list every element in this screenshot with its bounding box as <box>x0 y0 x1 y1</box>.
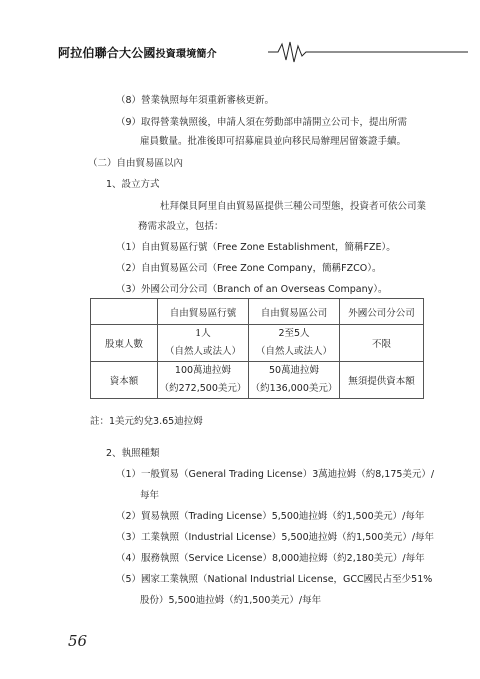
table-row <box>91 362 424 399</box>
cell-note: （自然人或法人） <box>164 346 241 357</box>
cell-note: （自然人或法人） <box>255 346 332 357</box>
table-cell: 無須提供資本額 <box>340 362 424 399</box>
cell-note: （約136,000美元） <box>250 383 338 394</box>
cell-value: 1人 <box>195 328 211 339</box>
row-label-capital: 資本額 <box>91 362 158 399</box>
option-2: （2）自由貿易區公司（Free Zone Company，簡稱FZCO）。 <box>116 263 382 274</box>
table-cell <box>158 325 249 362</box>
option-1: （1）自由貿易區行號（Free Zone Establishment，簡稱FZE）。 <box>116 242 396 253</box>
header-title <box>58 44 217 61</box>
license-1-line2: 每年 <box>140 490 160 501</box>
item-8: （8）營業執照每年須重新審核更新。 <box>116 95 275 106</box>
item-9-line2: 雇員數量。批准後即可招募雇員並向移民局辦理居留簽證手續。 <box>140 136 407 147</box>
header-title-main: 阿拉伯聯合大公國 <box>58 46 156 60</box>
table-cell: 不限 <box>340 325 424 362</box>
table-cell <box>249 325 340 362</box>
license-1-line1: （1）一般貿易（General Trading License）3萬迪拉姆（約8,175美元）/ <box>116 469 435 480</box>
item-9-line1: （9）取得營業執照後，申請人須在勞動部申請開立公司卡，提出所需 <box>116 117 408 128</box>
license-4: （4）服務執照（Service License）8,000迪拉姆（約2,180美元）/每年 <box>116 553 425 564</box>
table-header-fze: 自由貿易區行號 <box>158 299 249 325</box>
table-header-row <box>91 299 424 325</box>
license-3: （3）工業執照（Industrial License）5,500迪拉姆（約1,500美元）/每年 <box>116 532 435 543</box>
header-title-sub: 投資環境簡介 <box>155 49 217 60</box>
cell-value: 2至5人 <box>278 328 310 339</box>
table-cell <box>158 362 249 399</box>
paragraph-line2: 務需求設立，包括： <box>138 221 224 232</box>
subheading-setup-method: 1、設立方式 <box>106 179 160 190</box>
paragraph-line1: 杜拜傑貝阿里自由貿易區提供三種公司型態，投資者可依公司業 <box>160 201 427 212</box>
license-5-line1: （5）國家工業執照（National Industrial License，GCC國民占至少51% <box>116 574 433 585</box>
table-header-empty <box>91 299 158 325</box>
subheading-license-types: 2、執照種類 <box>106 448 160 459</box>
heartbeat-line-decoration <box>268 40 468 64</box>
table-row <box>91 325 424 362</box>
license-2: （2）貿易執照（Trading License）5,500迪拉姆（約1,500美元）/每年 <box>116 511 425 522</box>
page-number: 56 <box>68 632 88 650</box>
section-heading-free-zone: （二）自由貿易區以內 <box>88 158 184 169</box>
cell-value: 100萬迪拉姆 <box>174 365 232 376</box>
running-header <box>58 40 428 64</box>
table-header-fzco: 自由貿易區公司 <box>249 299 340 325</box>
option-3: （3）外國公司分公司（Branch of an Overseas Company）。 <box>116 284 388 295</box>
footnote-exchange-rate: 註：1美元約兌3.65迪拉姆 <box>90 416 203 427</box>
table-cell <box>249 362 340 399</box>
company-type-table <box>90 298 424 399</box>
license-5-line2: 股份）5,500迪拉姆（約1,500美元）/每年 <box>140 595 322 606</box>
row-label-shareholders: 股東人數 <box>91 325 158 362</box>
cell-note: （約272,500美元） <box>159 383 247 394</box>
cell-value: 50萬迪拉姆 <box>268 365 320 376</box>
table-header-branch: 外國公司分公司 <box>340 299 424 325</box>
